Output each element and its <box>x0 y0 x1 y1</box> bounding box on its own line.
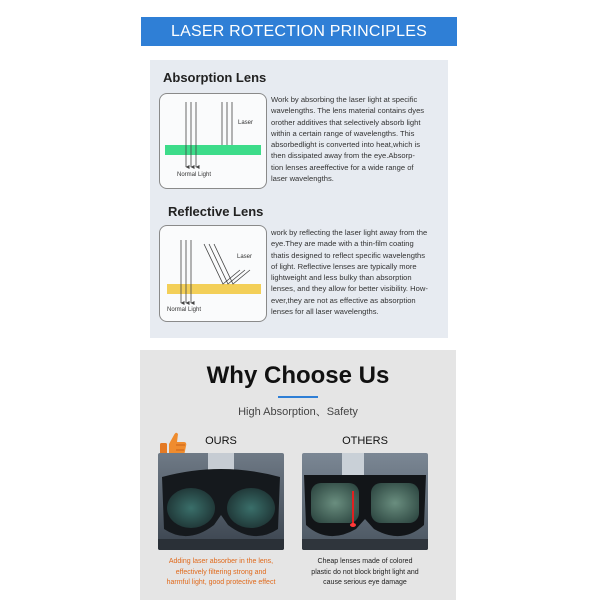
reflective-diagram-svg <box>160 226 266 321</box>
others-glasses-illustration <box>302 453 428 550</box>
ours-label: OURS <box>205 435 237 447</box>
why-subtitle: High Absorption、Safety <box>238 406 358 418</box>
laser-ray-reflected <box>204 244 240 284</box>
page-title: LASER ROTECTION PRINCIPLES <box>171 22 427 40</box>
why-choose-us-section <box>140 350 456 600</box>
reflective-description: work by reflecting the laser light away from the eye.They are made with a thin-film coating thatis designed to reflect specific wavelengths of light. Reflective lenses are typically more lightweight and less bulky than absorption lenses, and they allow for better visibility. How- ever,they are not as effective as absorption lenses for all laser wavelengths. <box>271 228 428 317</box>
title-underline <box>278 396 318 398</box>
reflective-diagram <box>159 225 267 322</box>
ours-glasses-image <box>158 453 284 550</box>
absorption-band <box>165 145 261 155</box>
laser-label: Laser <box>238 120 254 126</box>
others-glasses-image <box>302 453 428 550</box>
absorption-diagram-svg <box>160 94 266 188</box>
page-title-banner <box>141 17 457 46</box>
others-caption: Cheap lenses made of colored plastic do not block bright light and cause serious eye damage <box>311 558 419 586</box>
ours-caption: Adding laser absorber in the lens, effectively filtering strong and harmful light, good protective effect <box>166 558 276 586</box>
ours-glasses-illustration <box>158 453 284 550</box>
absorption-description: Work by absorbing the laser light at specific wavelengths. The lens material contains dyes orother additives that selectively absorb light within a certain range of wavelengths. This absorbedlight is converted into heat,which is then dissipated away from the eye.Absorp- tion lenses areeffective for a wide range of laser wavelengths. <box>271 95 425 184</box>
others-label: OTHERS <box>342 435 388 447</box>
laser-ray-reflected <box>209 244 245 284</box>
normal-light-label: Normal Light <box>167 307 202 313</box>
absorption-title: Absorption Lens <box>163 70 267 85</box>
principles-panel <box>150 60 448 338</box>
reflective-title: Reflective Lens <box>168 204 264 219</box>
normal-light-label: Normal Light <box>177 172 212 178</box>
why-title: Why Choose Us <box>206 362 390 389</box>
absorption-diagram <box>159 93 267 189</box>
laser-label: Laser <box>237 254 253 260</box>
laser-ray-reflected <box>214 244 253 284</box>
